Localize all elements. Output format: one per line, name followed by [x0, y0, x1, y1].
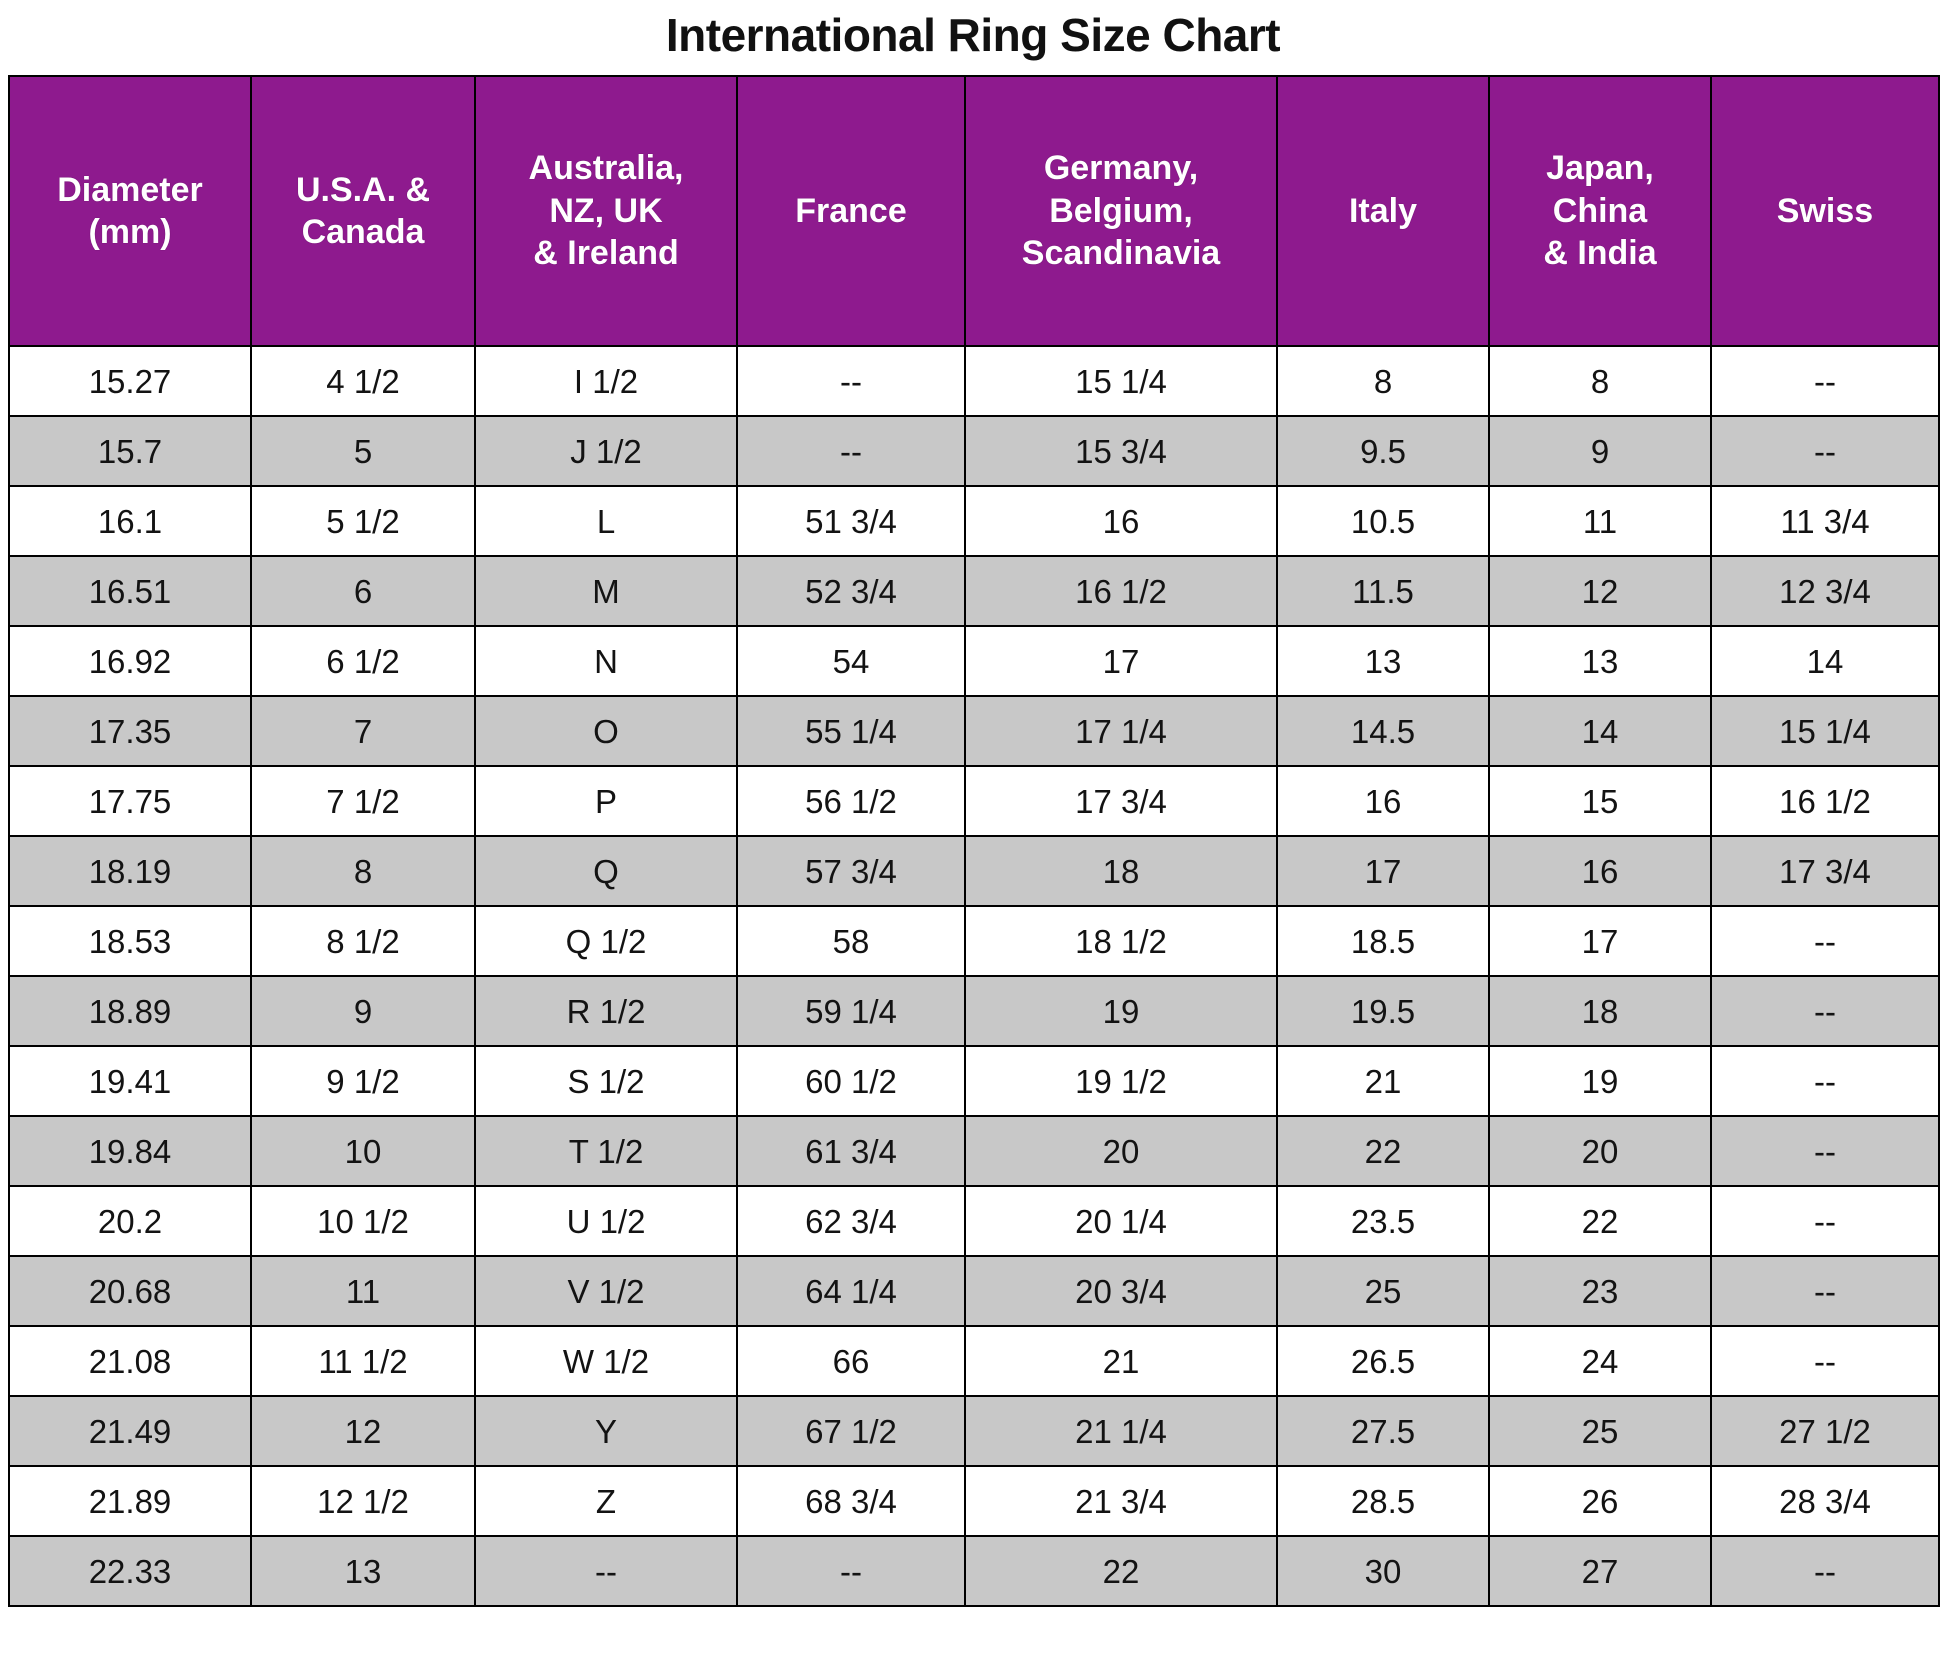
table-cell: 60 1/2 — [737, 1046, 965, 1116]
table-cell: 10 1/2 — [251, 1186, 475, 1256]
table-cell: -- — [1711, 906, 1939, 976]
table-cell: -- — [737, 416, 965, 486]
table-cell: 7 — [251, 696, 475, 766]
table-cell: 59 1/4 — [737, 976, 965, 1046]
table-cell: 18.5 — [1277, 906, 1489, 976]
table-cell: 19.5 — [1277, 976, 1489, 1046]
table-cell: 8 — [251, 836, 475, 906]
table-cell: 21.89 — [9, 1466, 251, 1536]
table-cell: 25 — [1489, 1396, 1711, 1466]
table-cell: 18.53 — [9, 906, 251, 976]
column-header-line: Swiss — [1776, 191, 1874, 230]
column-header-line: NZ, UK — [549, 191, 663, 230]
table-cell: 28.5 — [1277, 1466, 1489, 1536]
table-cell: 21 — [965, 1326, 1277, 1396]
table-row — [9, 906, 1939, 976]
table-cell: 20.2 — [9, 1186, 251, 1256]
table-cell: 56 1/2 — [737, 766, 965, 836]
header-row — [9, 76, 1939, 346]
table-cell: 10 — [251, 1116, 475, 1186]
table-cell: 20 3/4 — [965, 1256, 1277, 1326]
table-cell: -- — [1711, 1326, 1939, 1396]
table-cell: 19 1/2 — [965, 1046, 1277, 1116]
table-cell: U 1/2 — [475, 1186, 737, 1256]
table-cell: I 1/2 — [475, 346, 737, 416]
table-cell: 21 — [1277, 1046, 1489, 1116]
table-cell: 14.5 — [1277, 696, 1489, 766]
column-header-1 — [251, 76, 475, 346]
table-cell: R 1/2 — [475, 976, 737, 1046]
table-cell: W 1/2 — [475, 1326, 737, 1396]
table-cell: 16 — [1489, 836, 1711, 906]
column-header-line: Belgium, — [1049, 191, 1193, 230]
table-cell: 16 — [965, 486, 1277, 556]
table-cell: 6 — [251, 556, 475, 626]
table-cell: 5 1/2 — [251, 486, 475, 556]
table-cell: 9 — [1489, 416, 1711, 486]
column-header-6 — [1489, 76, 1711, 346]
table-cell: 17 — [1277, 836, 1489, 906]
table-cell: M — [475, 556, 737, 626]
table-cell: 10.5 — [1277, 486, 1489, 556]
table-row — [9, 1186, 1939, 1256]
table-cell: 21.08 — [9, 1326, 251, 1396]
table-cell: 15.7 — [9, 416, 251, 486]
table-cell: 17 3/4 — [965, 766, 1277, 836]
table-row — [9, 416, 1939, 486]
table-row — [9, 1396, 1939, 1466]
table-cell: 57 3/4 — [737, 836, 965, 906]
column-header-line: Italy — [1348, 191, 1418, 230]
table-cell: 66 — [737, 1326, 965, 1396]
table-cell: 16 — [1277, 766, 1489, 836]
table-cell: 18.89 — [9, 976, 251, 1046]
column-header-line: U.S.A. & — [295, 170, 431, 209]
table-cell: 15.27 — [9, 346, 251, 416]
table-row — [9, 1466, 1939, 1536]
table-cell: 5 — [251, 416, 475, 486]
table-cell: -- — [1711, 1116, 1939, 1186]
table-cell: 18 — [965, 836, 1277, 906]
column-header-line: Canada — [301, 213, 425, 252]
table-cell: 9 — [251, 976, 475, 1046]
table-cell: 11 1/2 — [251, 1326, 475, 1396]
table-cell: 22.33 — [9, 1536, 251, 1606]
table-cell: 13 — [251, 1536, 475, 1606]
table-cell: 6 1/2 — [251, 626, 475, 696]
table-cell: 17 — [965, 626, 1277, 696]
column-header-0 — [9, 76, 251, 346]
table-cell: -- — [1711, 416, 1939, 486]
table-cell: 54 — [737, 626, 965, 696]
table-row — [9, 836, 1939, 906]
table-row — [9, 556, 1939, 626]
column-header-5 — [1277, 76, 1489, 346]
table-cell: 9 1/2 — [251, 1046, 475, 1116]
table-cell: 12 3/4 — [1711, 556, 1939, 626]
table-cell: 18 1/2 — [965, 906, 1277, 976]
table-cell: 27 1/2 — [1711, 1396, 1939, 1466]
table-cell: 27 — [1489, 1536, 1711, 1606]
table-cell: -- — [1711, 1256, 1939, 1326]
table-cell: 17 3/4 — [1711, 836, 1939, 906]
ring-size-table — [8, 75, 1940, 1607]
column-header-line: (mm) — [88, 213, 172, 252]
table-cell: -- — [1711, 1186, 1939, 1256]
table-cell: 27.5 — [1277, 1396, 1489, 1466]
table-row — [9, 346, 1939, 416]
table-cell: 11.5 — [1277, 556, 1489, 626]
table-cell: 30 — [1277, 1536, 1489, 1606]
column-header-line: Japan, — [1546, 149, 1654, 188]
table-cell: 12 — [1489, 556, 1711, 626]
table-cell: 15 — [1489, 766, 1711, 836]
table-cell: 55 1/4 — [737, 696, 965, 766]
table-cell: 11 3/4 — [1711, 486, 1939, 556]
column-header-3 — [737, 76, 965, 346]
column-header-line: Australia, — [528, 149, 684, 188]
table-cell: 21 3/4 — [965, 1466, 1277, 1536]
table-cell: 11 — [251, 1256, 475, 1326]
table-cell: Q 1/2 — [475, 906, 737, 976]
table-cell: 28 3/4 — [1711, 1466, 1939, 1536]
page-title: International Ring Size Chart — [665, 9, 1281, 61]
table-cell: 22 — [1489, 1186, 1711, 1256]
table-cell: S 1/2 — [475, 1046, 737, 1116]
table-cell: 8 — [1277, 346, 1489, 416]
column-header-2 — [475, 76, 737, 346]
table-cell: 16 1/2 — [1711, 766, 1939, 836]
table-cell: 9.5 — [1277, 416, 1489, 486]
table-cell: 17.75 — [9, 766, 251, 836]
table-cell: 20.68 — [9, 1256, 251, 1326]
table-cell: 26 — [1489, 1466, 1711, 1536]
table-cell: 21 1/4 — [965, 1396, 1277, 1466]
table-cell: Y — [475, 1396, 737, 1466]
table-cell: 16.51 — [9, 556, 251, 626]
table-cell: 68 3/4 — [737, 1466, 965, 1536]
table-row — [9, 1326, 1939, 1396]
table-cell: 64 1/4 — [737, 1256, 965, 1326]
column-header-line: France — [795, 191, 907, 230]
table-cell: 58 — [737, 906, 965, 976]
table-cell: -- — [475, 1536, 737, 1606]
table-cell: 19.41 — [9, 1046, 251, 1116]
table-cell: 17 — [1489, 906, 1711, 976]
table-cell: 14 — [1711, 626, 1939, 696]
table-cell: 17 1/4 — [965, 696, 1277, 766]
table-cell: 23.5 — [1277, 1186, 1489, 1256]
column-header-line: Germany, — [1043, 149, 1199, 188]
column-header-line: & India — [1543, 234, 1657, 273]
table-cell: -- — [1711, 346, 1939, 416]
table-cell: 13 — [1489, 626, 1711, 696]
table-cell: 61 3/4 — [737, 1116, 965, 1186]
table-cell: 4 1/2 — [251, 346, 475, 416]
table-cell: -- — [1711, 976, 1939, 1046]
table-cell: 12 — [251, 1396, 475, 1466]
table-row — [9, 1536, 1939, 1606]
column-header-line: China — [1552, 191, 1648, 230]
table-row — [9, 1256, 1939, 1326]
table-cell: J 1/2 — [475, 416, 737, 486]
table-cell: 8 1/2 — [251, 906, 475, 976]
table-cell: 20 — [1489, 1116, 1711, 1186]
table-header — [9, 76, 1939, 346]
table-cell: 22 — [1277, 1116, 1489, 1186]
table-cell: 21.49 — [9, 1396, 251, 1466]
table-cell: 18 — [1489, 976, 1711, 1046]
table-cell: V 1/2 — [475, 1256, 737, 1326]
table-cell: 18.19 — [9, 836, 251, 906]
table-cell: 67 1/2 — [737, 1396, 965, 1466]
column-header-line: Diameter — [57, 170, 203, 209]
table-cell: Z — [475, 1466, 737, 1536]
table-cell: 11 — [1489, 486, 1711, 556]
table-cell: N — [475, 626, 737, 696]
table-cell: 26.5 — [1277, 1326, 1489, 1396]
table-cell: 15 1/4 — [965, 346, 1277, 416]
column-header-4 — [965, 76, 1277, 346]
table-cell: 62 3/4 — [737, 1186, 965, 1256]
table-cell: 20 1/4 — [965, 1186, 1277, 1256]
table-cell: 12 1/2 — [251, 1466, 475, 1536]
column-header-7 — [1711, 76, 1939, 346]
table-cell: 16.92 — [9, 626, 251, 696]
table-cell: 14 — [1489, 696, 1711, 766]
table-cell: 19 — [965, 976, 1277, 1046]
table-cell: 52 3/4 — [737, 556, 965, 626]
table-cell: T 1/2 — [475, 1116, 737, 1186]
table-body — [9, 346, 1939, 1606]
table-cell: 19 — [1489, 1046, 1711, 1116]
table-cell: -- — [1711, 1536, 1939, 1606]
table-cell: 25 — [1277, 1256, 1489, 1326]
table-cell: 20 — [965, 1116, 1277, 1186]
table-row — [9, 1116, 1939, 1186]
table-cell: 19.84 — [9, 1116, 251, 1186]
table-cell: Q — [475, 836, 737, 906]
table-cell: L — [475, 486, 737, 556]
table-cell: 16.1 — [9, 486, 251, 556]
table-cell: 13 — [1277, 626, 1489, 696]
table-cell: 15 3/4 — [965, 416, 1277, 486]
table-cell: -- — [737, 1536, 965, 1606]
table-cell: 51 3/4 — [737, 486, 965, 556]
table-cell: 23 — [1489, 1256, 1711, 1326]
table-cell: O — [475, 696, 737, 766]
table-cell: -- — [737, 346, 965, 416]
table-cell: P — [475, 766, 737, 836]
table-cell: 22 — [965, 1536, 1277, 1606]
table-row — [9, 976, 1939, 1046]
table-row — [9, 1046, 1939, 1116]
column-header-line: Scandinavia — [1021, 234, 1221, 273]
table-row — [9, 486, 1939, 556]
table-cell: 17.35 — [9, 696, 251, 766]
table-cell: 24 — [1489, 1326, 1711, 1396]
table-row — [9, 696, 1939, 766]
table-row — [9, 626, 1939, 696]
table-cell: 7 1/2 — [251, 766, 475, 836]
column-header-line: & Ireland — [533, 234, 679, 273]
table-cell: 15 1/4 — [1711, 696, 1939, 766]
table-row — [9, 766, 1939, 836]
table-cell: 16 1/2 — [965, 556, 1277, 626]
table-cell: -- — [1711, 1046, 1939, 1116]
table-cell: 8 — [1489, 346, 1711, 416]
